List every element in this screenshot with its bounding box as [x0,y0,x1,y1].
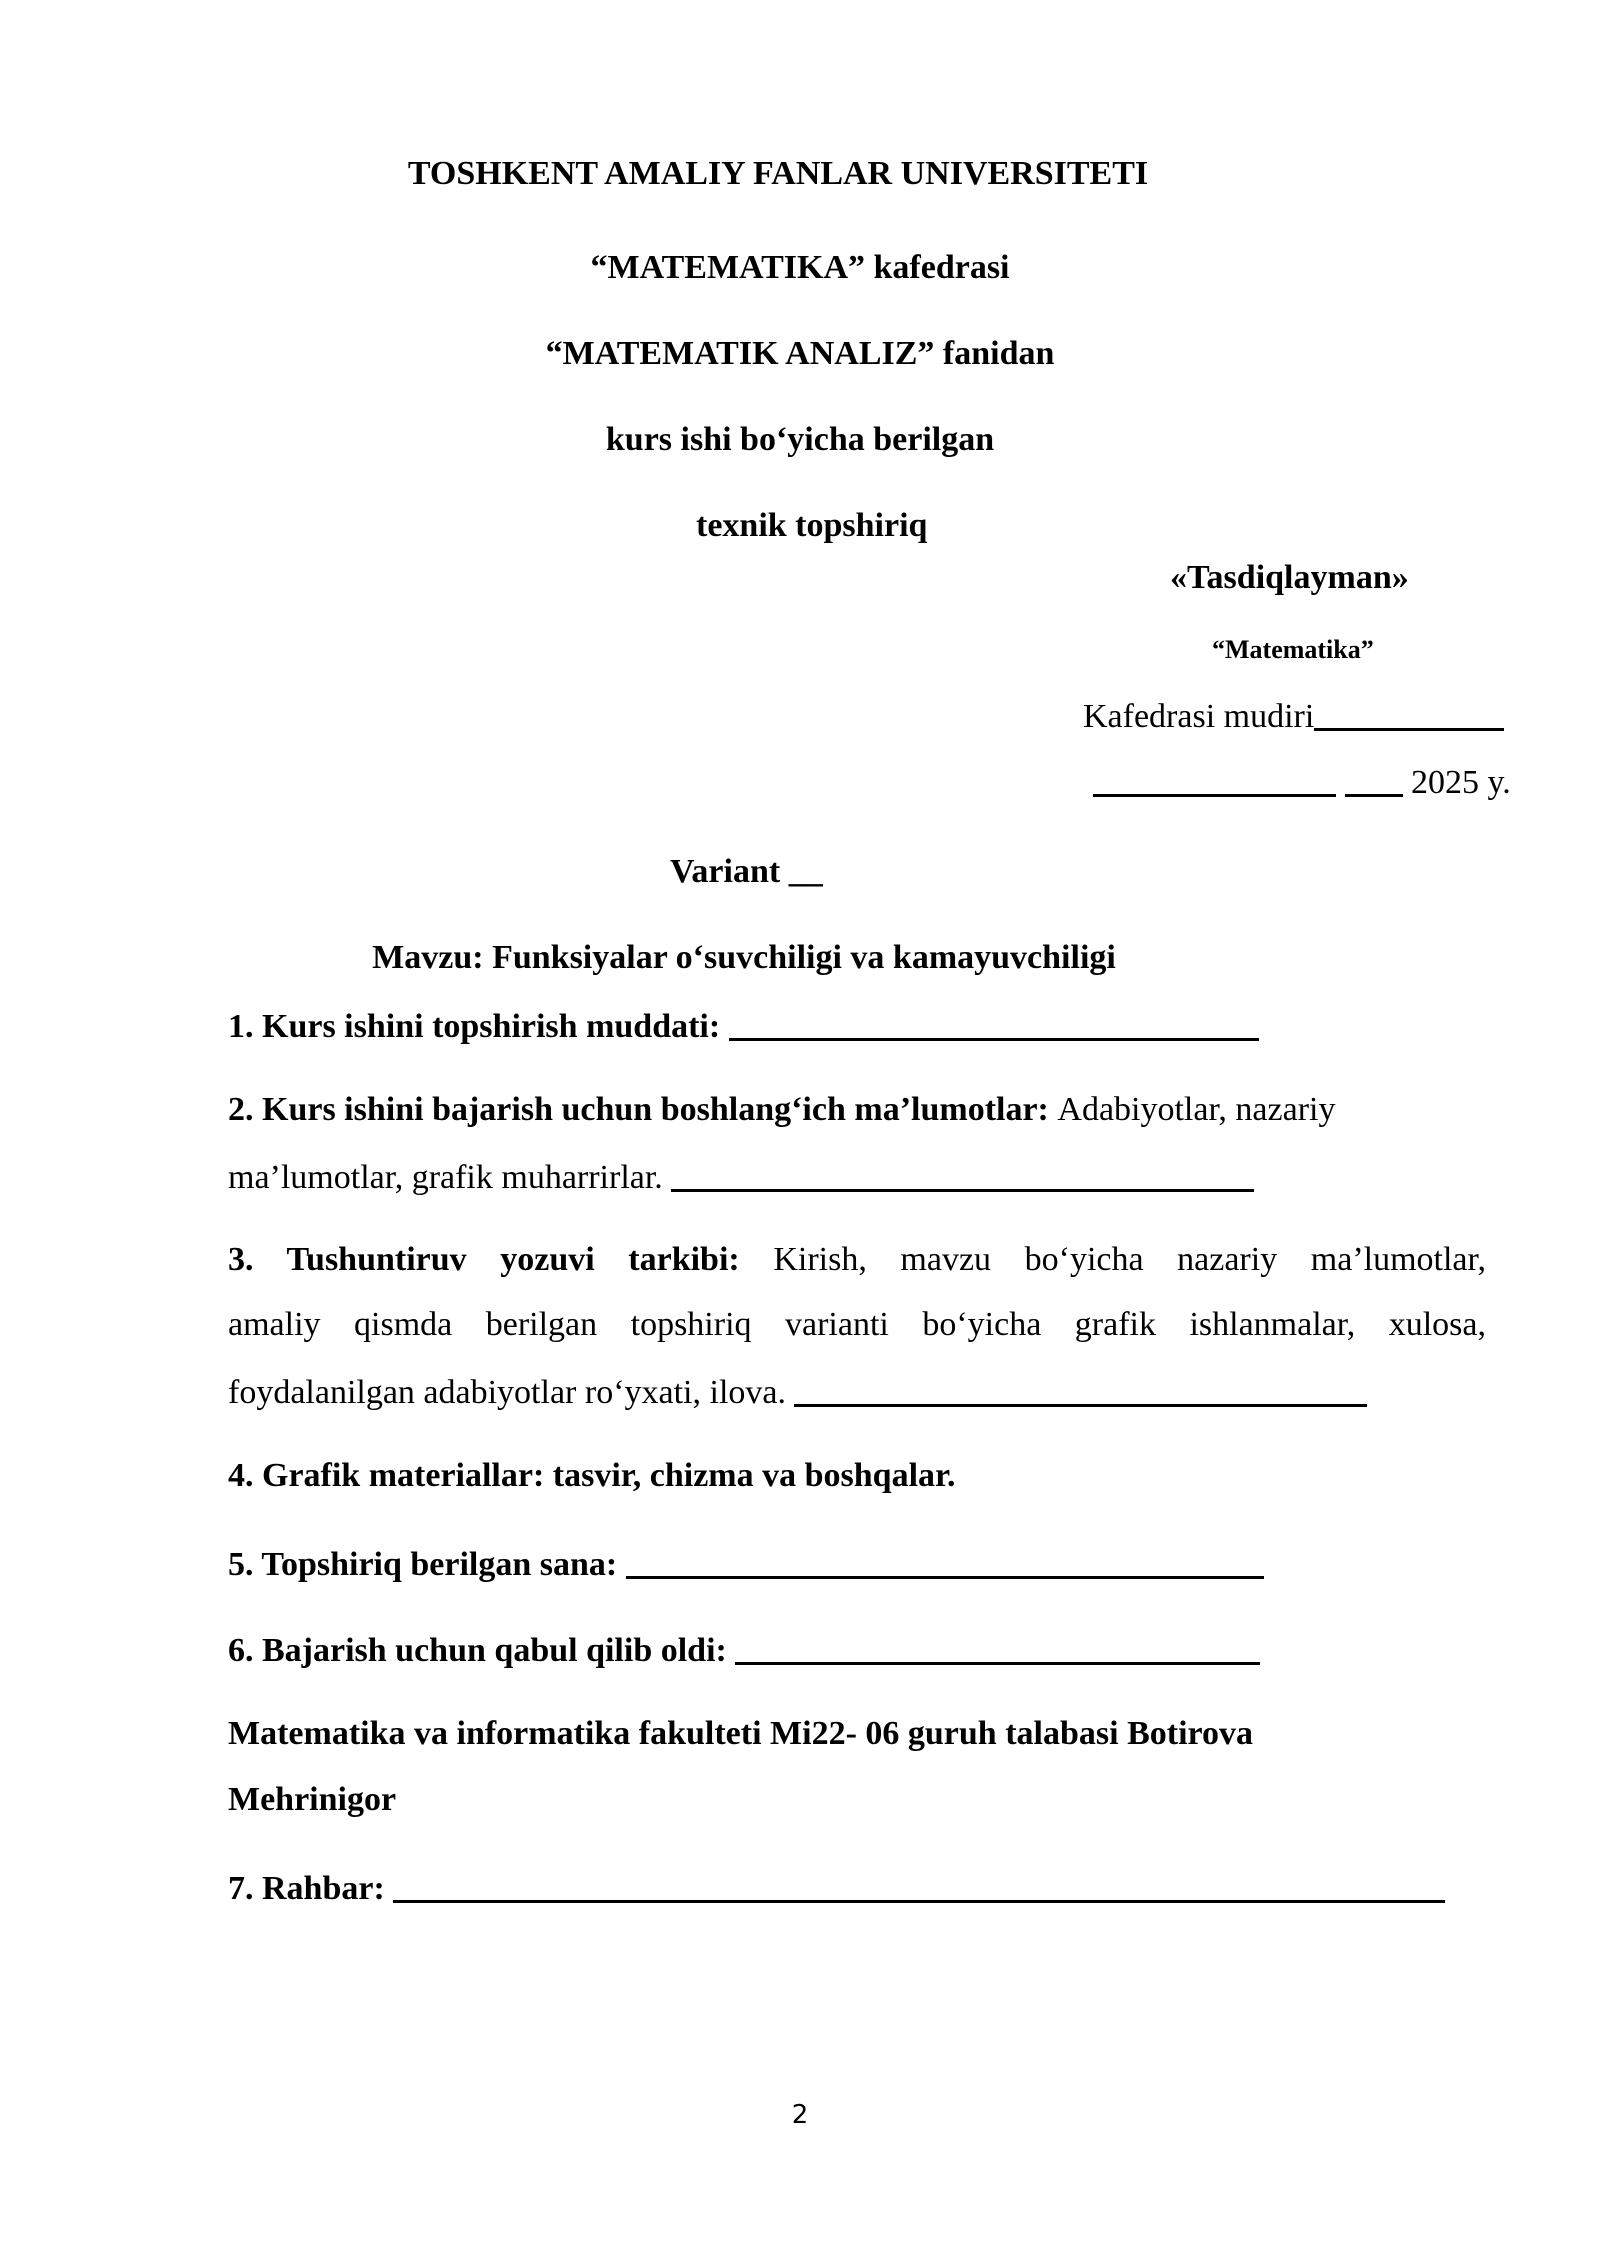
item5-blank[interactable] [626,1546,1264,1579]
item2-label: 2. Kurs ishini bajarish uchun boshlang‘ich ma’lumotlar: [228,1091,1049,1128]
assignment-title-line2: texnik topshiriq [696,507,928,544]
item4-label: 4. Grafik materiallar: tasvir, chizma va boshqalar. [228,1457,956,1494]
item5-line [228,1542,1264,1585]
student-line2: Mehrinigor [228,1781,397,1818]
item1-label: 1. Kurs ishini topshirish muddati: [228,1008,721,1045]
student-line1: Matematika va informatika fakulteti Mi22- 06 guruh talabasi Botirova [228,1715,1253,1752]
item3-text-a: Kirish, mavzu bo‘yicha nazariy ma’lumotlar, [773,1241,1486,1278]
item6-line [228,1628,1260,1671]
approval-date-blank[interactable] [1093,764,1336,797]
topic: Mavzu: Funksiyalar o‘suvchiligi va kamayuvchiligi [372,939,1116,976]
page-number: 2 [791,2100,809,2130]
item2-line2 [228,1155,1254,1198]
item6-label: 6. Bajarish uchun qabul qilib oldi: [228,1632,727,1669]
variant-label: Variant __ [670,853,823,890]
item2-text-b: ma’lumotlar, grafik muharrirlar. [228,1159,663,1196]
approval-date-line [1093,760,1511,803]
item3-line1 [228,1240,1486,1280]
subject-title: “MATEMATIK ANALIZ” fanidan [545,335,1055,372]
item7-label: 7. Rahbar: [228,1870,385,1907]
approval-head-line [1083,694,1504,737]
approval-dept-text: “Matematika” [1212,635,1374,664]
item2-text-a: Adabiyotlar, nazariy [1057,1091,1336,1128]
item7-line [228,1866,1445,1909]
item7-blank[interactable] [393,1870,1445,1903]
item3-line3 [228,1370,1367,1413]
item3-line2: amaliy qismda berilgan topshiriq varianti bo‘yicha grafik ishlanmalar, xulosa, [228,1306,1486,1343]
item3-text-c: foydalanilgan adabiyotlar ro‘yxati, ilova. [228,1374,786,1411]
approval-year: 2025 y. [1411,764,1511,801]
item3-label: 3. Tushuntiruv yozuvi tarkibi: [228,1241,740,1278]
approval-head-label: Kafedrasi mudiri [1083,698,1315,735]
item2-line1 [228,1090,1335,1130]
approval-dept [1212,628,1374,670]
item1-line [228,1004,1259,1047]
approval-day-blank[interactable] [1345,764,1403,797]
item2-blank[interactable] [671,1159,1254,1192]
assignment-title-line1: kurs ishi bo‘yicha berilgan [605,421,995,458]
item5-label: 5. Topshiriq berilgan sana: [228,1546,618,1583]
item1-blank[interactable] [729,1008,1259,1041]
approval-signature-blank[interactable] [1314,698,1504,731]
item3-blank[interactable] [794,1374,1367,1407]
department-title: “MATEMATIKA” kafedrasi [590,249,1010,286]
approval-title: «Tasdiqlayman» [1170,559,1409,596]
university-title: TOSHKENT AMALIY FANLAR UNIVERSITETI [407,155,1149,192]
item6-blank[interactable] [735,1632,1260,1665]
